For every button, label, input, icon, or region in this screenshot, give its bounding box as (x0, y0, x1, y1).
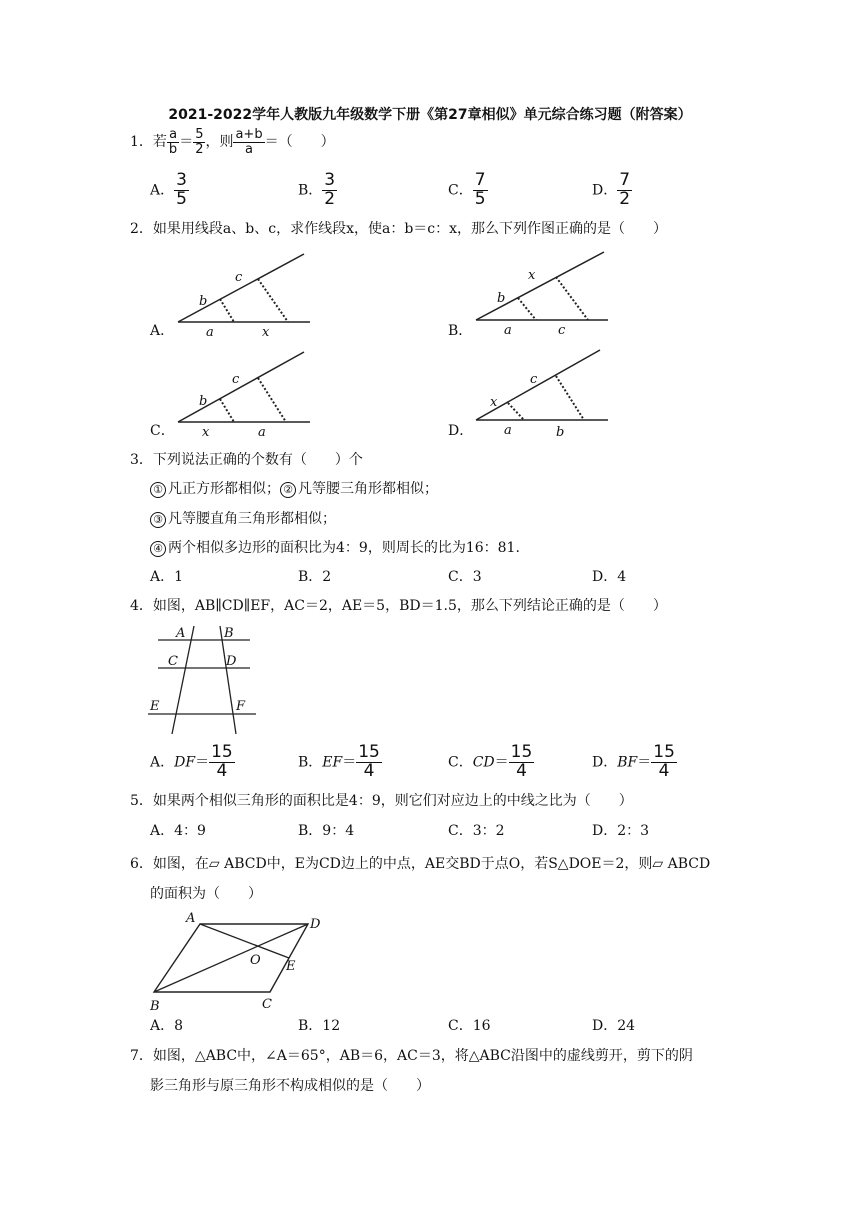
point-label: C (262, 997, 272, 1012)
question-1: 1．若 $\frac{a}{b}$ ＝ $\frac{5}{2}$ ，则 $\frac{a+b}{a}$ ＝（ ） (130, 127, 335, 157)
option-d[interactable]: D．2：3 (592, 823, 650, 839)
question-2: 2．如果用线段a、b、c，求作线段x，使a：b＝c：x，那么下列作图正确的是（ ） (130, 221, 668, 237)
construction-diagram-a (172, 248, 317, 342)
label-upper-2: c (232, 372, 240, 387)
option-b[interactable]: B．2 (298, 569, 332, 585)
option-d[interactable]: D． $\frac{7}{2}$ (592, 170, 631, 209)
statement-line: ① 凡正方形都相似； ② 凡等腰三角形都相似； (150, 480, 438, 498)
label-upper-2: x (528, 268, 536, 283)
label-upper-1: b (199, 294, 208, 309)
fraction: $\frac{a+b}{a}$ (235, 127, 263, 157)
option-d[interactable]: D． (448, 423, 474, 439)
point-label: B (150, 999, 160, 1014)
option-b[interactable]: B．EF＝ $\frac{15}{4}$ (298, 742, 380, 781)
point-label: B (224, 626, 234, 641)
option-b[interactable]: B． (448, 323, 473, 339)
circled-number: ① (150, 482, 166, 498)
statement-line: ④ 两个相似多边形的面积比为4：9，则周长的比为16：81. (150, 539, 520, 557)
construction-diagram-c (172, 348, 317, 442)
option-a[interactable]: A． $\frac{3}{5}$ (150, 170, 187, 209)
option-d[interactable]: D．BF＝ $\frac{15}{4}$ (592, 742, 675, 781)
point-label: D (310, 917, 321, 932)
question-5: 5．如果两个相似三角形的面积比是4：9，则它们对应边上的中线之比为（ ） (130, 793, 633, 809)
question-4: 4．如图，AB∥CD∥EF，AC＝2，AE＝5，BD＝1.5，那么下列结论正确的是（ ） (130, 598, 667, 614)
point-label: A (186, 911, 196, 926)
question-7-continued: 影三角形与原三角形不构成相似的是（ ） (150, 1078, 430, 1094)
question-number: 1． (130, 134, 153, 151)
option-a[interactable]: A．4：9 (150, 823, 206, 839)
construction-diagram-d (470, 346, 615, 440)
option-b[interactable]: B．9：4 (298, 823, 355, 839)
parallel-lines-diagram (146, 622, 258, 740)
point-label: F (236, 699, 246, 714)
option-c[interactable]: C． $\frac{7}{5}$ (448, 170, 486, 209)
circled-number: ④ (150, 541, 166, 557)
fraction: $\frac{5}{2}$ (195, 127, 204, 157)
label-lower-1: x (202, 425, 210, 440)
construction-diagram-b (470, 248, 615, 342)
question-text: 如果用线段a、b、c，求作线段x，使a：b＝c：x，那么下列作图正确的是（ ） (152, 221, 668, 237)
label-lower-1: a (206, 325, 214, 340)
label-lower-2: c (558, 323, 566, 338)
question-6: 6．如图，在▱ ABCD中，E为CD边上的中点，AE交BD于点O，若S△DOE＝2，则▱ ABCD (130, 856, 711, 872)
statement-line: ③ 凡等腰直角三角形都相似； (150, 510, 336, 528)
option-d[interactable]: D．4 (592, 569, 627, 585)
option-a[interactable]: A．8 (150, 1018, 184, 1034)
page-title: 2021-2022学年人教版九年级数学下册《第27章相似》单元综合练习题（附答案） (168, 107, 692, 123)
label-upper-1: b (497, 291, 506, 306)
point-label: E (150, 699, 160, 714)
point-label: E (286, 959, 296, 974)
option-b[interactable]: B．12 (298, 1018, 341, 1034)
option-a[interactable]: A．1 (150, 569, 184, 585)
label-upper-1: b (199, 394, 208, 409)
option-c[interactable]: C．3：2 (448, 823, 505, 839)
point-label: D (226, 654, 237, 669)
question-text: 下列说法正确的个数有（ ）个 (152, 452, 363, 468)
circled-number: ② (280, 482, 296, 498)
label-lower-2: x (262, 325, 270, 340)
label-lower-1: a (504, 323, 512, 338)
point-label: O (250, 953, 261, 968)
question-7: 7．如图，△ABC中，∠A＝65°，AB＝6，AC＝3，将△ABC沿图中的虚线剪开，剪下的阴 (130, 1048, 693, 1064)
question-6-continued: 的面积为（ ） (150, 886, 262, 902)
label-upper-2: c (530, 372, 538, 387)
label-lower-2: b (556, 425, 565, 440)
question-text: 若 (152, 134, 167, 151)
option-c[interactable]: C． (150, 423, 175, 439)
label-lower-2: a (258, 425, 266, 440)
question-text: 如图，在▱ ABCD中，E为CD边上的中点，AE交BD于点O，若S△DOE＝2，则▱ ABCD (152, 856, 711, 872)
label-upper-2: c (235, 270, 243, 285)
option-b[interactable]: B． $\frac{3}{2}$ (298, 170, 336, 209)
point-label: A (176, 626, 186, 641)
option-c[interactable]: C．3 (448, 569, 482, 585)
option-d[interactable]: D．24 (592, 1018, 636, 1034)
option-c[interactable]: C．16 (448, 1018, 491, 1034)
label-upper-1: x (490, 395, 498, 410)
question-text: 如图，△ABC中，∠A＝65°，AB＝6，AC＝3，将△ABC沿图中的虚线剪开，剪下的阴 (152, 1048, 693, 1064)
label-lower-1: a (504, 423, 512, 438)
question-3: 3．下列说法正确的个数有（ ）个 (130, 452, 363, 468)
point-label: C (168, 654, 178, 669)
circled-number: ③ (150, 512, 166, 528)
question-text: 如果两个相似三角形的面积比是4：9，则它们对应边上的中线之比为（ ） (152, 793, 633, 809)
question-text: 如图，AB∥CD∥EF，AC＝2，AE＝5，BD＝1.5，那么下列结论正确的是（ ） (152, 598, 667, 614)
option-a[interactable]: A．DF＝ $\frac{15}{4}$ (150, 742, 233, 781)
parallelogram-diagram (144, 910, 334, 1016)
option-a[interactable]: A． (150, 323, 175, 339)
fraction: $\frac{a}{b}$ (168, 127, 178, 157)
option-c[interactable]: C．CD＝ $\frac{15}{4}$ (448, 742, 533, 781)
